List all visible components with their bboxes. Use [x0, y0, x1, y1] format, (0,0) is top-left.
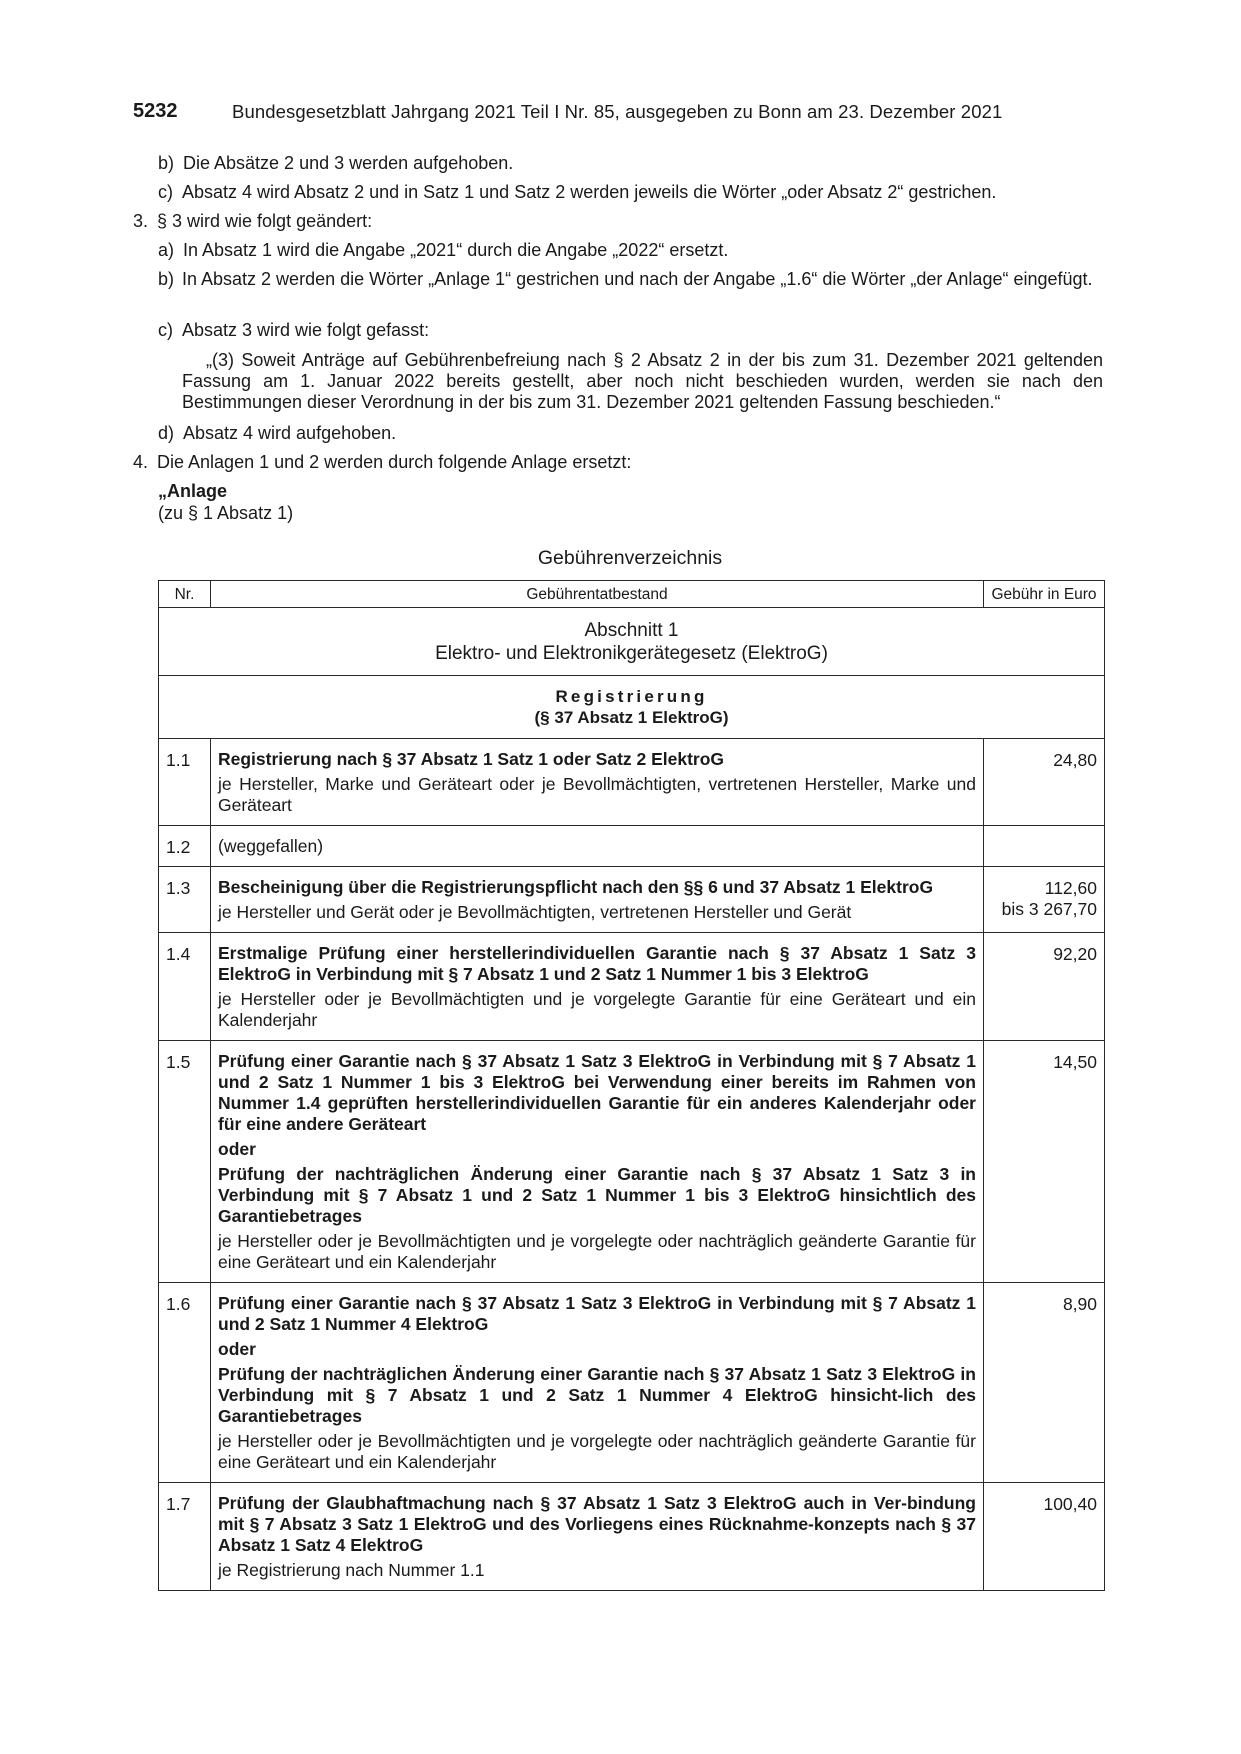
row-fee: 8,90	[984, 1283, 1105, 1483]
row-fee-min: 112,60	[1044, 878, 1097, 898]
header-description: Gebührentatbestand	[211, 581, 984, 608]
section-heading	[159, 608, 1105, 676]
row-number: 1.7	[159, 1483, 211, 1591]
row-fee	[984, 867, 1105, 933]
row-description	[211, 867, 984, 933]
row-number: 1.3	[159, 867, 211, 933]
table-row	[159, 826, 1105, 867]
row-text: je Hersteller oder je Bevollmächtigten und je vorgelegte oder nachträglich geänderte Garantie für eine Geräteart und ein Kalenderjahr	[218, 1231, 976, 1272]
section-number: Abschnitt 1	[584, 619, 679, 641]
row-title: Registrierung nach § 37 Absatz 1 Satz 1 oder Satz 2 ElektroG	[218, 749, 725, 769]
row-title: Prüfung einer Garantie nach § 37 Absatz 1 Satz 3 ElektroG in Verbindung mit § 7 Absatz 1 und 2 Satz 1 Nummer 1 bis 3 ElektroG bei Verwendung einer bereits im Rahmen von Nummer 1.4 geprüften herstellerindividuellen Garantie für ein anderes Kalenderjahr oder für eine andere Geräteart	[218, 1051, 976, 1134]
header-fee: Gebühr in Euro	[984, 581, 1105, 608]
table-row	[159, 867, 1105, 933]
table-row	[159, 739, 1105, 826]
table-row	[159, 1483, 1105, 1591]
row-fee: 24,80	[984, 739, 1105, 826]
item-3a: a) In Absatz 1 wird die Angabe „2021“ durch die Angabe „2022“ ersetzt.	[158, 240, 729, 260]
row-or: oder	[218, 1139, 256, 1159]
row-number: 1.2	[159, 826, 211, 867]
row-text: (weggefallen)	[218, 836, 324, 856]
item-3b: In Absatz 2 werden die Wörter „Anlage 1“ gestrichen und nach der Angabe „1.6“ die Wörter „der Anlage“ eingefügt.	[182, 269, 1093, 289]
item-3b-prefix: b)	[158, 269, 175, 289]
row-description	[211, 1283, 984, 1483]
page-number: 5232	[133, 100, 178, 122]
table-row	[159, 933, 1105, 1041]
row-title: Bescheinigung über die Registrierungspflicht nach den §§ 6 und 37 Absatz 1 ElektroG	[218, 877, 934, 897]
table-header-row	[159, 581, 1105, 608]
row-fee: 100,40	[984, 1483, 1105, 1591]
row-title-alt: Prüfung der nachträglichen Änderung einer Garantie nach § 37 Absatz 1 Satz 3 in Verbindung mit § 7 Absatz 1 und 2 Satz 1 Nummer 1 bis 3 ElektroG hinsichtlich des Garantiebetrages	[218, 1164, 976, 1226]
row-number: 1.4	[159, 933, 211, 1041]
row-title-alt: Prüfung der nachträglichen Änderung einer Garantie nach § 37 Absatz 1 Satz 3 ElektroG in Verbindung mit § 7 Absatz 1 und 2 Satz 1 Nummer 4 ElektroG hinsicht-lich des Garantiebetrages	[218, 1364, 976, 1426]
row-text: je Hersteller, Marke und Geräteart oder je Bevollmächtigten, vertretenen Hersteller, Marke und Geräteart	[218, 774, 976, 815]
section-title: Elektro- und Elektronikgerätegesetz (ElektroG)	[435, 642, 828, 664]
row-fee: 14,50	[984, 1041, 1105, 1283]
row-number: 1.1	[159, 739, 211, 826]
item-2b: b) Die Absätze 2 und 3 werden aufgehoben.	[158, 153, 514, 173]
row-text: je Hersteller oder je Bevollmächtigten und je vorgelegte oder nachträglich geänderte Garantie für eine Geräteart und ein Kalenderjahr	[218, 1431, 976, 1472]
row-number: 1.5	[159, 1041, 211, 1283]
row-fee: 92,20	[984, 933, 1105, 1041]
subsection-title: Registrierung	[555, 687, 708, 706]
row-fee-max: bis 3 267,70	[1001, 899, 1097, 919]
header-title: Bundesgesetzblatt Jahrgang 2021 Teil I Nr. 85, ausgegeben zu Bonn am 23. Dezember 2021	[232, 101, 1003, 122]
fee-table	[158, 580, 1105, 1591]
row-fee	[984, 826, 1105, 867]
item-3d: d) Absatz 4 wird aufgehoben.	[158, 423, 397, 443]
row-text: je Hersteller und Gerät oder je Bevollmächtigten, vertretenen Hersteller und Gerät	[218, 902, 852, 922]
header-nr: Nr.	[159, 581, 211, 608]
row-text: je Hersteller oder je Bevollmächtigten und je vorgelegte Garantie für eine Geräteart und ein Kalenderjahr	[218, 989, 976, 1030]
subsection-reference: (§ 37 Absatz 1 ElektroG)	[534, 708, 729, 727]
row-title: Prüfung der Glaubhaftmachung nach § 37 Absatz 1 Satz 3 ElektroG auch in Ver-bindung mit § 7 Absatz 3 Satz 1 ElektroG und des Vorliegens eines Rücknahme-konzepts nach § 37 Absatz 1 Satz 4 ElektroG	[218, 1493, 976, 1555]
quote-3: „(3) Soweit Anträge auf Gebührenbefreiung nach § 2 Absatz 2 in der bis zum 31. Dezember 2021 geltenden Fassung am 1. Januar 2022 bereits gestellt, aber noch nicht beschieden wurden, werden sie nach den Bestimmungen dieser Verordnung in der bis zum 31. Dezember 2021 geltenden Fassung beschieden.“	[182, 350, 1103, 412]
table-row	[159, 1283, 1105, 1483]
item-3: 3. § 3 wird wie folgt geändert:	[133, 211, 373, 231]
row-or: oder	[218, 1339, 256, 1359]
row-description	[211, 933, 984, 1041]
row-title: Prüfung einer Garantie nach § 37 Absatz 1 Satz 3 ElektroG in Verbindung mit § 7 Absatz 1 und 2 Satz 1 Nummer 4 ElektroG	[218, 1293, 976, 1334]
item-3c: c) Absatz 3 wird wie folgt gefasst:	[158, 320, 430, 340]
row-number: 1.6	[159, 1283, 211, 1483]
page-header	[133, 101, 1103, 125]
section-row	[159, 608, 1105, 676]
row-title: Erstmalige Prüfung einer herstellerindividuellen Garantie nach § 37 Absatz 1 Satz 3 ElektroG in Verbindung mit § 7 Absatz 1 und 2 Satz 1 Nummer 1 bis 3 ElektroG	[218, 943, 976, 984]
table-row	[159, 1041, 1105, 1283]
subsection-heading	[159, 676, 1105, 739]
row-description	[211, 1483, 984, 1591]
row-description	[211, 739, 984, 826]
anlage-reference: (zu § 1 Absatz 1)	[158, 503, 294, 523]
row-text: je Registrierung nach Nummer 1.1	[218, 1560, 485, 1580]
anlage-title: „Anlage	[158, 481, 228, 501]
item-4: 4. Die Anlagen 1 und 2 werden durch folgende Anlage ersetzt:	[133, 452, 632, 472]
row-description	[211, 826, 984, 867]
subsection-row	[159, 676, 1105, 739]
row-description	[211, 1041, 984, 1283]
table-caption: Gebührenverzeichnis	[537, 547, 723, 569]
item-2c: c) Absatz 4 wird Absatz 2 und in Satz 1 und Satz 2 werden jeweils die Wörter „oder Absatz 2“ gestrichen.	[158, 182, 997, 202]
